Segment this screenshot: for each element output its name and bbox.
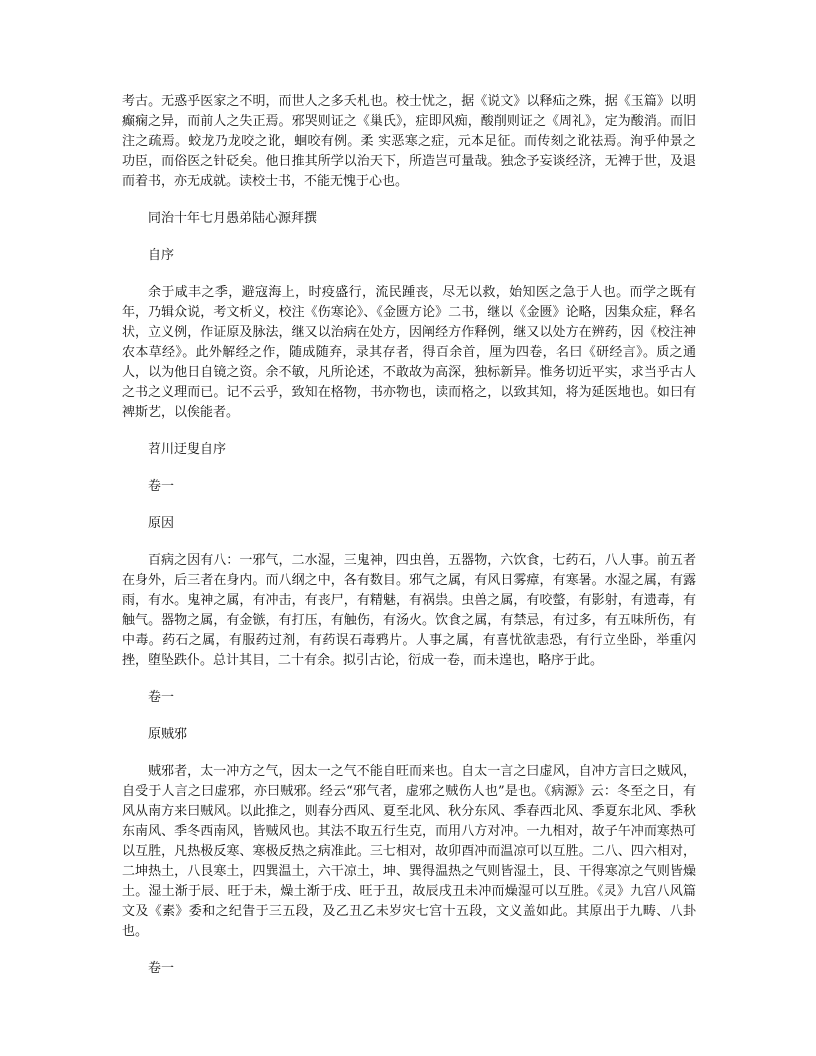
volume-heading: 卷一 [148,690,175,705]
paragraph-yuanyin: 百病之因有八：一邪气，二水湿，三鬼神，四虫兽，五器物，六饮食，七药石，八人事。前五者在身外，后三者在身内。而八纲之中，各有数目。邪气之属，有风日雾瘴，有寒暑。水湿之属，有露雨，有水。鬼神之属，有冲击，有丧尸，有精魅，有祸祟。虫兽之属，有咬螫，有影射，有遗毒，有触气。器物之属，有金镞，有打压，有触伤，有汤火。饮食之属，有禁忌，有过多，有五味所伤，有中毒。药石之属，有服药过剂，有药误石毒鸦片。人事之属，有喜忧欲恚恐，有行立坐卧，举重闪挫，堕坠跌仆。总计其目，二十有余。拟引古论，衍成一卷，而未遑也，略序于此。 [122,553,696,668]
document-page [122,92,696,996]
volume-heading: 卷一 [148,479,175,494]
volume-heading: 卷一 [148,961,175,976]
author-signature: 苕川迂叟自序 [148,442,227,457]
chapter-heading-yuanyin: 原因 [148,516,175,531]
chapter-heading-yuanzeixie: 原贼邪 [148,727,188,742]
paragraph-self-preface: 余于咸丰之季，避寇海上，时疫盛行，流民踵丧，尽无以救，始知医之急于人也。而学之既有年，乃辑众说，考文析义，校注《伤寒论》、《金匮方论》二书，继以《金匮》论略，因集众症，释名状，立义例，作证原及脉法，继又以治病在处方，因阐经方作释例，继又以处方在辨药，因《校注神农本草经》。此外解经之作，随成随弃，录其存者，得百余首，厘为四卷，名曰《研经言》。质之通人，以为他日自镜之资。余不敏，凡所论述，不敢故为高深，独标新异。惟务切近平实，求当乎古人之书之义理而已。记不云乎，致知在格物，书亦物也，读而格之，以致其知，将为延医地也。如曰有裨斯艺，以俟能者。 [122,285,696,420]
section-heading-self-preface: 自序 [148,248,175,263]
paragraph-preface-end: 考古。无惑乎医家之不明，而世人之多夭札也。校士忧之，据《说文》以释疝之殊，据《玉篇》以明癫痫之异，而前人之失正焉。邪哭则证之《巢氏》，症即风痴，酸削则证之《周礼》，定为酸消。而旧注之疏焉。蛟龙乃龙咬之讹，蛔咬有例。柔 实恶寒之症，元本足征。而传刻之讹祛焉。洵乎仲景之功臣，而俗医之针砭矣。他日推其所学以治天下，所造岂可量哉。独念予妄谈经济，无裨于世，及退而着书，亦无成就。读校士书，不能无愧于心也。 [122,94,696,189]
signature-line: 同治十年七月愚弟陆心源拜撰 [148,211,318,226]
paragraph-yuanzeixie: 贼邪者，太一冲方之气，因太一之气不能自旺而来也。自太一言之曰虚风，自冲方言曰之贼风，自受于人言之曰虚邪，亦曰贼邪。经云“邪气者，虚邪之贼伤人也”是也。《病源》云：冬至之日，有风从南方来曰贼风。以此推之，则春分西风、夏至北风、秋分东风、季春西北风、季夏东北风、季秋东南风、季冬西南风，皆贼风也。其法不取五行生克，而用八方对冲。一九相对，故子午冲而寒热可以互胜，凡热极反寒、寒极反热之病准此。三七相对，故卯酉冲而温凉可以互胜。二八、四六相对，二坤热土，八艮寒土，四巽温土，六干凉土，坤、巽得温热之气则皆湿土，艮、干得寒凉之气则皆燥土。湿土渐于辰、旺于未，燥土渐于戌、旺于丑，故辰戌丑未冲而燥湿可以互胜。《灵》九宫八风篇文及《素》委和之纪眚于三五段，及乙丑乙未岁灾七宫十五段，文义盖如此。其原出于九畴、八卦也。 [122,764,696,939]
